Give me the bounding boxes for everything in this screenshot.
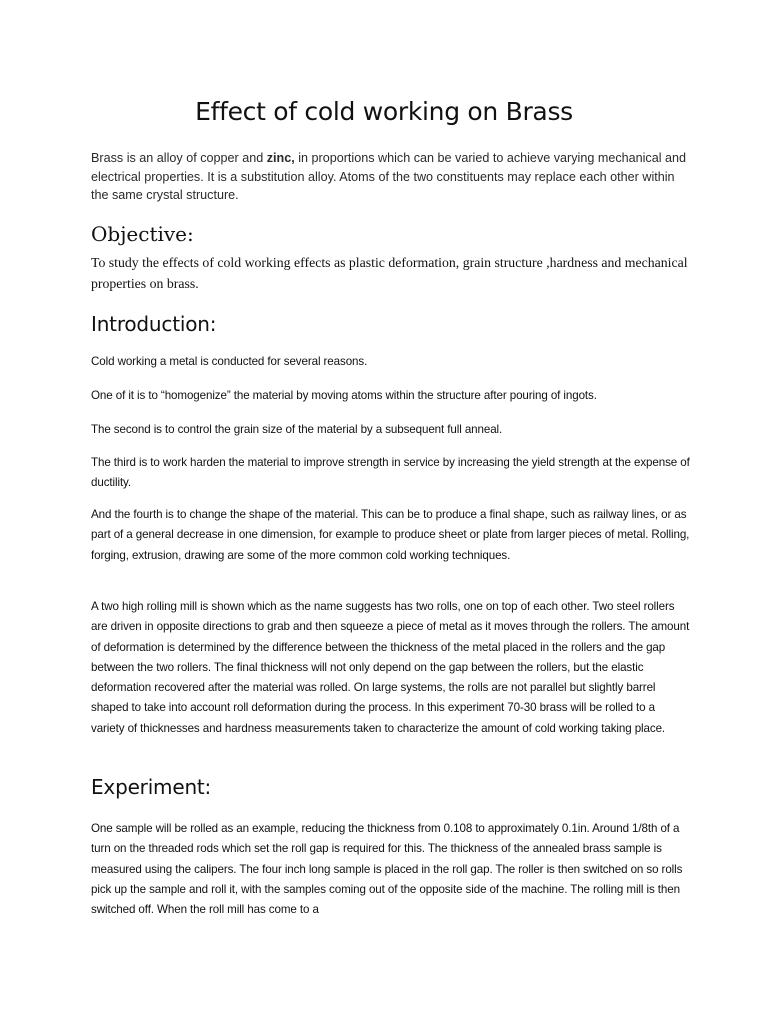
intro-text-2: in proportions which can be varied to achieve varying mechanical and electrical properties. It is a substitution alloy. Atoms of the two constituents may replace each other within the same crystal structure. [91,151,687,202]
introduction-paragraph-2: One of it is to “homogenize” the material by moving atoms within the structure after pouring of ingots. [91,389,597,402]
intro-paragraph [91,149,691,205]
introduction-paragraph-4: The third is to work harden the material to improve strength in service by increasing the yield strength at the expense of ductility. [91,456,690,490]
introduction-paragraph-6: A two high rolling mill is shown which as the name suggests has two rolls, one on top of each other. Two steel rollers are driven in opposite directions to grab and then squeeze a piece of metal as it moves through the rollers. The amount of deformation is determined by the difference between the thickness of the metal placed in the rollers and the gap between the two rollers. The final thickness will not only depend on the gap between the rollers, but the elastic deformation recovered after the material was rolled. On large systems, the rolls are not parallel but slightly barrel shaped to take into account roll deformation during the process. In this experiment 70-30 brass will be rolled to a variety of thicknesses and hardness measurements taken to characterize the amount of cold working taking place. [91,600,690,735]
introduction-paragraph-5: And the fourth is to change the shape of the material. This can be to produce a final shape, such as railway lines, or as part of a general decrease in one dimension, for example to produce sheet or plate from larger pieces of metal. Rolling, forging, extrusion, drawing are some of the more common cold working techniques. [91,508,690,562]
document-title: Effect of cold working on Brass [195,97,573,126]
introduction-paragraph-1: Cold working a metal is conducted for several reasons. [91,355,368,368]
introduction-paragraph-3: The second is to control the grain size of the material by a subsequent full anneal. [91,423,503,436]
intro-text-1: Brass is an alloy of copper and [91,151,267,165]
objective-heading: Objective: [91,222,194,246]
intro-bold-zinc: zinc, [266,151,295,165]
objective-paragraph: To study the effects of cold working effects as plastic deformation, grain structure ,hardness and mechanical properties on brass. [91,255,688,291]
introduction-heading: Introduction: [91,312,217,336]
experiment-heading: Experiment: [91,775,212,799]
experiment-paragraph: One sample will be rolled as an example, reducing the thickness from 0.108 to approximately 0.1in. Around 1/8th of a turn on the threaded rods which set the roll gap is required for this. The thickness of the annealed brass sample is measured using the calipers. The four inch long sample is placed in the roll gap. The roller is then switched on so rolls pick up the sample and roll it, with the samples coming out of the opposite side of the machine. The rolling mill is then switched off. When the roll mill has come to a [91,822,683,917]
